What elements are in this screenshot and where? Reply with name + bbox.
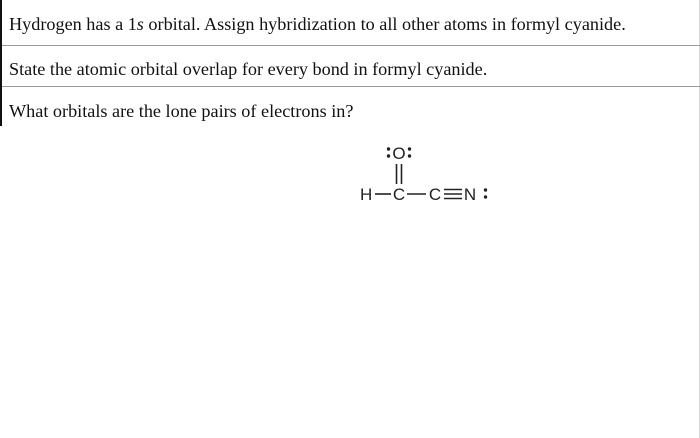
nitrogen-lone-pair-bottom	[484, 195, 487, 198]
atom-hydrogen: H	[360, 185, 373, 204]
separator-1	[2, 45, 700, 46]
question-lone-pairs: What orbitals are the lone pairs of electrons in?	[9, 101, 354, 121]
nitrogen-lone-pair-top	[484, 188, 487, 191]
oxygen-lone-pair-right-top	[408, 147, 411, 150]
question-hybridization-text-a: Hydrogen has a 1	[9, 14, 137, 34]
orbital-s-italic: s	[136, 14, 144, 34]
atom-oxygen: O	[392, 144, 406, 163]
left-border-rule	[0, 0, 2, 126]
formyl-cyanide-structure	[360, 136, 530, 216]
atom-nitrogen: N	[463, 185, 477, 204]
atom-carbonyl-carbon: C	[392, 185, 406, 204]
question-hybridization	[9, 13, 626, 35]
oxygen-lone-pair-left-top	[387, 147, 390, 150]
question-hybridization-text-b: orbital. Assign hybridization to all other atoms in formyl cyanide.	[143, 14, 626, 34]
question-orbital-overlap: State the atomic orbital overlap for every bond in formyl cyanide.	[9, 59, 488, 79]
atom-nitrile-carbon: C	[428, 185, 442, 204]
oxygen-lone-pair-right-bottom	[408, 154, 411, 157]
separator-2	[2, 86, 700, 87]
oxygen-lone-pair-left-bottom	[387, 154, 390, 157]
